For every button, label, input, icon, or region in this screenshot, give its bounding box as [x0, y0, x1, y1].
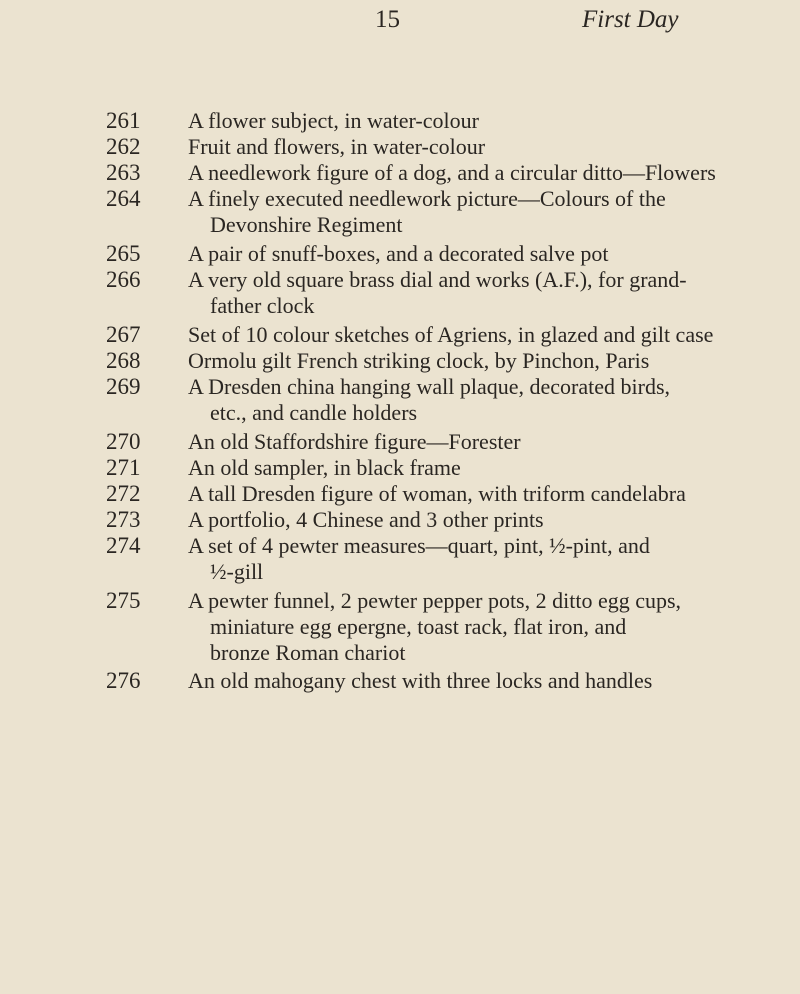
lot-line: Set of 10 colour sketches of Agriens, in glazed and gilt case	[188, 322, 714, 347]
lot-line: A portfolio, 4 Chinese and 3 other prints	[188, 507, 544, 532]
lot-line: A pewter funnel, 2 pewter pepper pots, 2 ditto egg cups,	[188, 588, 682, 613]
lot-number: 275	[106, 588, 141, 613]
day-label: First Day	[582, 6, 679, 33]
lot-number: 264	[106, 186, 141, 211]
lot-line: Ormolu gilt French striking clock, by Pinchon, Paris	[188, 348, 650, 373]
lot-line: Fruit and flowers, in water-colour	[188, 134, 486, 159]
lot-number: 263	[106, 160, 141, 185]
lot-number: 276	[106, 668, 141, 693]
lot-number: 268	[106, 348, 141, 373]
lot-number: 272	[106, 481, 141, 506]
lot-line: A set of 4 pewter measures—quart, pint, ½-pint, and	[188, 533, 650, 558]
lot-number: 262	[106, 134, 141, 159]
lot-line: An old mahogany chest with three locks and handles	[188, 668, 653, 693]
page-number: 15	[375, 6, 400, 33]
lot-number: 269	[106, 374, 141, 399]
lot-number: 261	[106, 108, 141, 133]
lot-line: A Dresden china hanging wall plaque, decorated birds,	[188, 374, 671, 399]
lot-line: A pair of snuff-boxes, and a decorated salve pot	[188, 241, 609, 266]
lot-line: father clock	[210, 293, 315, 318]
lot-line: A tall Dresden figure of woman, with triform candelabra	[188, 481, 686, 506]
lot-line: bronze Roman chariot	[210, 640, 406, 665]
lot-line: A very old square brass dial and works (A.F.), for grand-	[188, 267, 687, 292]
lot-line: An old Staffordshire figure—Forester	[188, 429, 521, 454]
lot-number: 267	[106, 322, 141, 347]
lot-line: A flower subject, in water-colour	[188, 108, 479, 133]
lot-line: etc., and candle holders	[210, 400, 418, 425]
lot-line: A needlework figure of a dog, and a circular ditto—Flowers	[188, 160, 716, 185]
lot-line: Devonshire Regiment	[210, 212, 403, 237]
lot-line: A finely executed needlework picture—Colours of the	[188, 186, 666, 211]
lot-line: An old sampler, in black frame	[188, 455, 461, 480]
lot-line: ½-gill	[210, 559, 264, 584]
lot-number: 274	[106, 533, 141, 558]
lot-number: 270	[106, 429, 141, 454]
lot-number: 271	[106, 455, 141, 480]
lot-description	[188, 668, 758, 694]
lot-number: 266	[106, 267, 141, 292]
lot-number: 265	[106, 241, 141, 266]
lot-number: 273	[106, 507, 141, 532]
lot-line: miniature egg epergne, toast rack, flat iron, and	[210, 614, 627, 639]
